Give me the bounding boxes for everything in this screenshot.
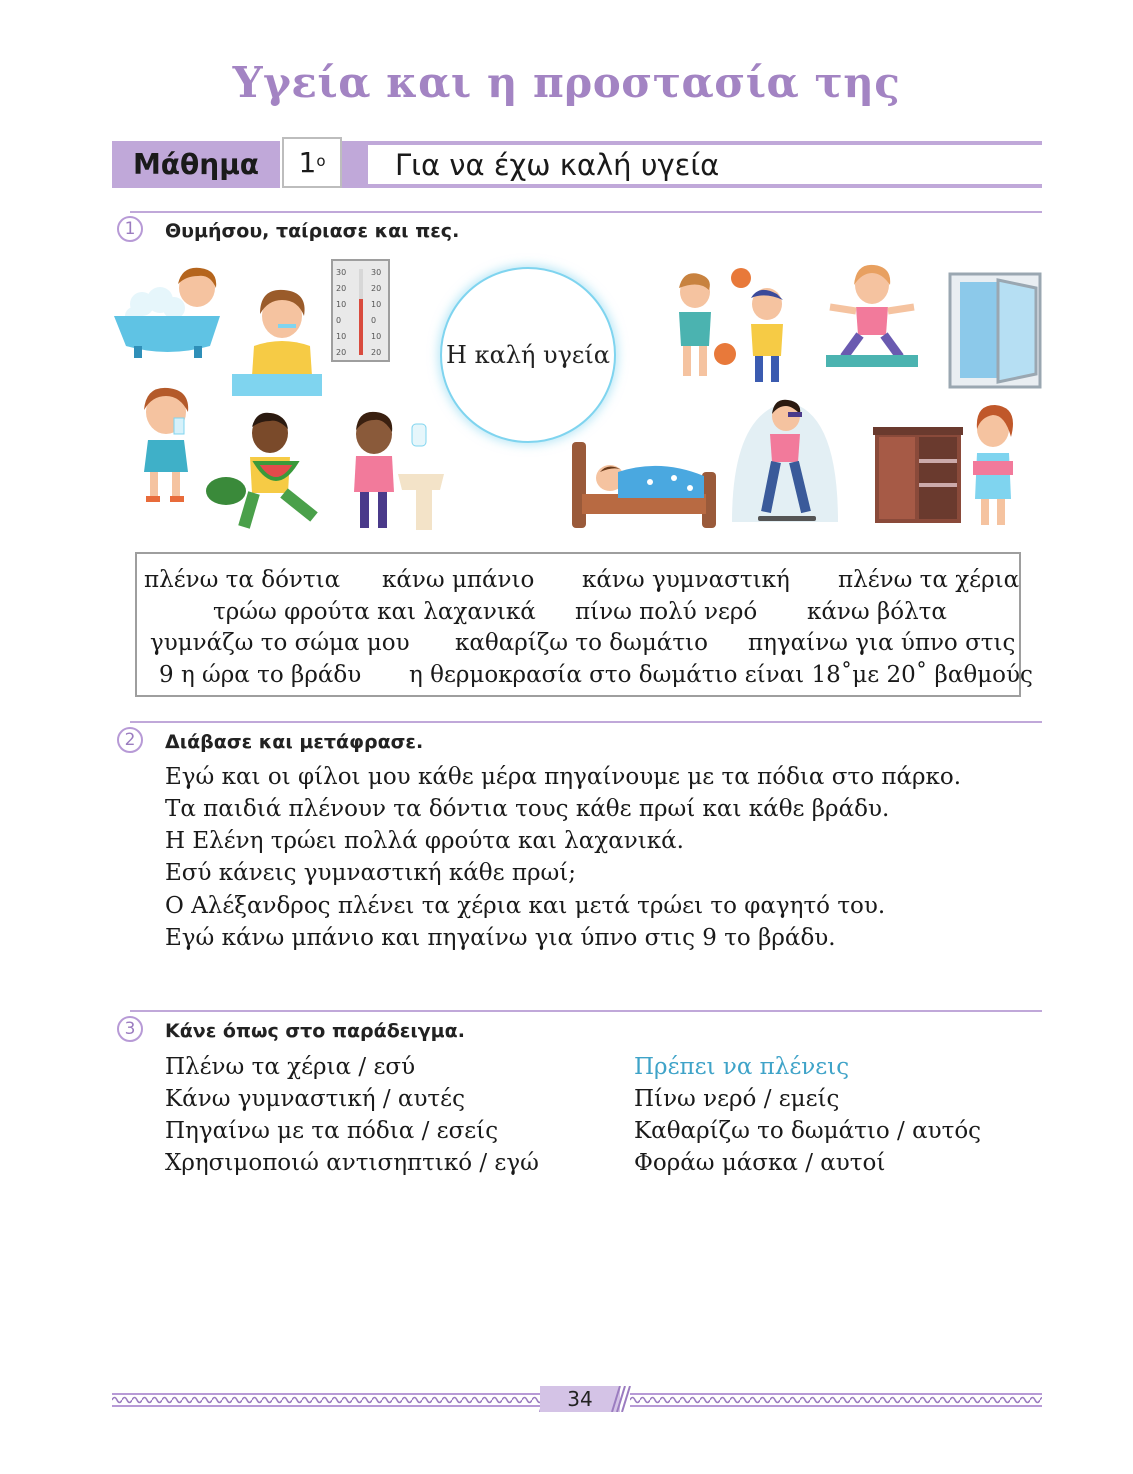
- footer-slash-right: [610, 1386, 632, 1412]
- word-chip: γυμνάζω το σώμα μου: [150, 630, 410, 656]
- basketball-kids-illustration: [655, 266, 803, 386]
- word-chip: πλένω τα χέρια: [838, 567, 1020, 593]
- section-2-number: 2: [117, 727, 143, 753]
- thermometer-tick: 20: [371, 348, 382, 357]
- thermometer-tick: 10: [371, 300, 382, 309]
- word-chip: η θερμοκρασία στο δωμάτιο είναι 18˚με 20˚ βαθμούς: [409, 662, 1033, 688]
- sentence: Εγώ κάνω μπάνιο και πηγαίνω για ύπνο στις 9 το βράδυ.: [165, 925, 836, 951]
- word-chip: καθαρίζω το δωμάτιο: [455, 630, 708, 656]
- good-health-bubble: [440, 267, 616, 443]
- lesson-label: Μάθημα: [112, 141, 280, 188]
- thermometer-illustration: [331, 259, 390, 362]
- exercise-prompt: Πίνω νερό / εμείς: [634, 1086, 840, 1112]
- sentence: Ο Αλέξανδρος πλένει τα χέρια και μετά τρώει το φαγητό του.: [165, 893, 886, 919]
- exercise-girl-illustration: [826, 263, 918, 367]
- thermometer-left-scale: [336, 265, 346, 361]
- section-1-line: [130, 211, 1042, 213]
- thermometer-tick: 0: [336, 316, 342, 325]
- thermometer-tick: 10: [336, 300, 347, 309]
- exercise-prompt: Κάνω γυμναστική / αυτές: [165, 1086, 465, 1112]
- footer-ornament-right: [630, 1391, 1042, 1409]
- good-health-label: Η καλή υγεία: [446, 341, 610, 369]
- section-3-line: [130, 1010, 1042, 1012]
- brushing-teeth-illustration: [232, 286, 322, 396]
- exercise-prompt: Πλένω τα χέρια / εσύ: [165, 1054, 416, 1080]
- sentence: Εσύ κάνεις γυμναστική κάθε πρωί;: [165, 860, 577, 886]
- section-2-heading: Διάβασε και μετάφρασε.: [165, 731, 424, 753]
- page-title: Υγεία και η προστασία της: [232, 58, 901, 107]
- sentence: Η Ελένη τρώει πολλά φρούτα και λαχανικά.: [165, 828, 684, 854]
- exercise-prompt: Καθαρίζω το δωμάτιο / αυτός: [634, 1118, 982, 1144]
- thermometer-tick: 10: [336, 332, 347, 341]
- section-1-heading: Θυμήσου, ταίριασε και πες.: [165, 220, 460, 242]
- exercise-prompt: Φοράω μάσκα / αυτοί: [634, 1150, 886, 1176]
- section-3-number: 3: [117, 1016, 143, 1042]
- word-box: [135, 552, 1033, 697]
- word-chip: πίνω πολύ νερό: [575, 599, 758, 625]
- example-answer: Πρέπει να πλένεις: [634, 1054, 850, 1080]
- lesson-number: [282, 137, 342, 188]
- word-chip: πηγαίνω για ύπνο στις: [748, 630, 1016, 656]
- thermometer-tick: 10: [371, 332, 382, 341]
- footer-ornament-left: [112, 1391, 540, 1409]
- word-chip: πλένω τα δόντια: [144, 567, 341, 593]
- exercise-prompt: Χρησιμοποιώ αντισηπτικό / εγώ: [165, 1150, 539, 1176]
- section-2-line: [130, 721, 1042, 723]
- lesson-title: Για να έχω καλή υγεία: [395, 148, 720, 182]
- thermometer-mercury: [359, 299, 363, 355]
- lesson-number-ordinal: ο: [316, 151, 326, 170]
- lesson-bottom-line: [368, 184, 1042, 188]
- lesson-top-line: [368, 141, 1042, 145]
- word-chip: τρώω φρούτα και λαχανικά: [213, 599, 536, 625]
- washing-hands-illustration: [346, 408, 446, 534]
- bathtub-child-illustration: [112, 266, 227, 361]
- thermometer-right-scale: [371, 265, 381, 361]
- section-1-number: 1: [117, 216, 143, 242]
- thermometer-tick: 20: [336, 284, 347, 293]
- thermometer-tick: 30: [371, 268, 382, 277]
- walking-girl-illustration: [728, 392, 840, 528]
- thermometer-tick: 20: [336, 348, 347, 357]
- sleeping-child-illustration: [570, 432, 718, 530]
- open-window-illustration: [948, 272, 1042, 389]
- word-chip: κάνω μπάνιο: [382, 567, 535, 593]
- word-chip: κάνω βόλτα: [807, 599, 947, 625]
- thermometer-tick: 30: [336, 268, 347, 277]
- lesson-number-value: 1: [298, 146, 317, 179]
- drinking-water-girl-illustration: [130, 386, 202, 504]
- thermometer-tick: 0: [371, 316, 377, 325]
- lesson-number-shadow: [342, 141, 368, 188]
- tidying-room-illustration: [873, 403, 1025, 529]
- word-chip: κάνω γυμναστική: [582, 567, 790, 593]
- exercise-prompt: Πηγαίνω με τα πόδια / εσείς: [165, 1118, 499, 1144]
- sentence: Εγώ και οι φίλοι μου κάθε μέρα πηγαίνουμε με τα πόδια στο πάρκο.: [165, 764, 962, 790]
- word-chip: 9 η ώρα το βράδυ: [159, 662, 362, 688]
- thermometer-tick: 20: [371, 284, 382, 293]
- eating-fruit-boy-illustration: [204, 409, 326, 535]
- sentence: Τα παιδιά πλένουν τα δόντια τους κάθε πρωί και κάθε βράδυ.: [165, 796, 890, 822]
- section-3-heading: Κάνε όπως στο παράδειγμα.: [165, 1020, 465, 1042]
- page-number: 34: [540, 1386, 620, 1412]
